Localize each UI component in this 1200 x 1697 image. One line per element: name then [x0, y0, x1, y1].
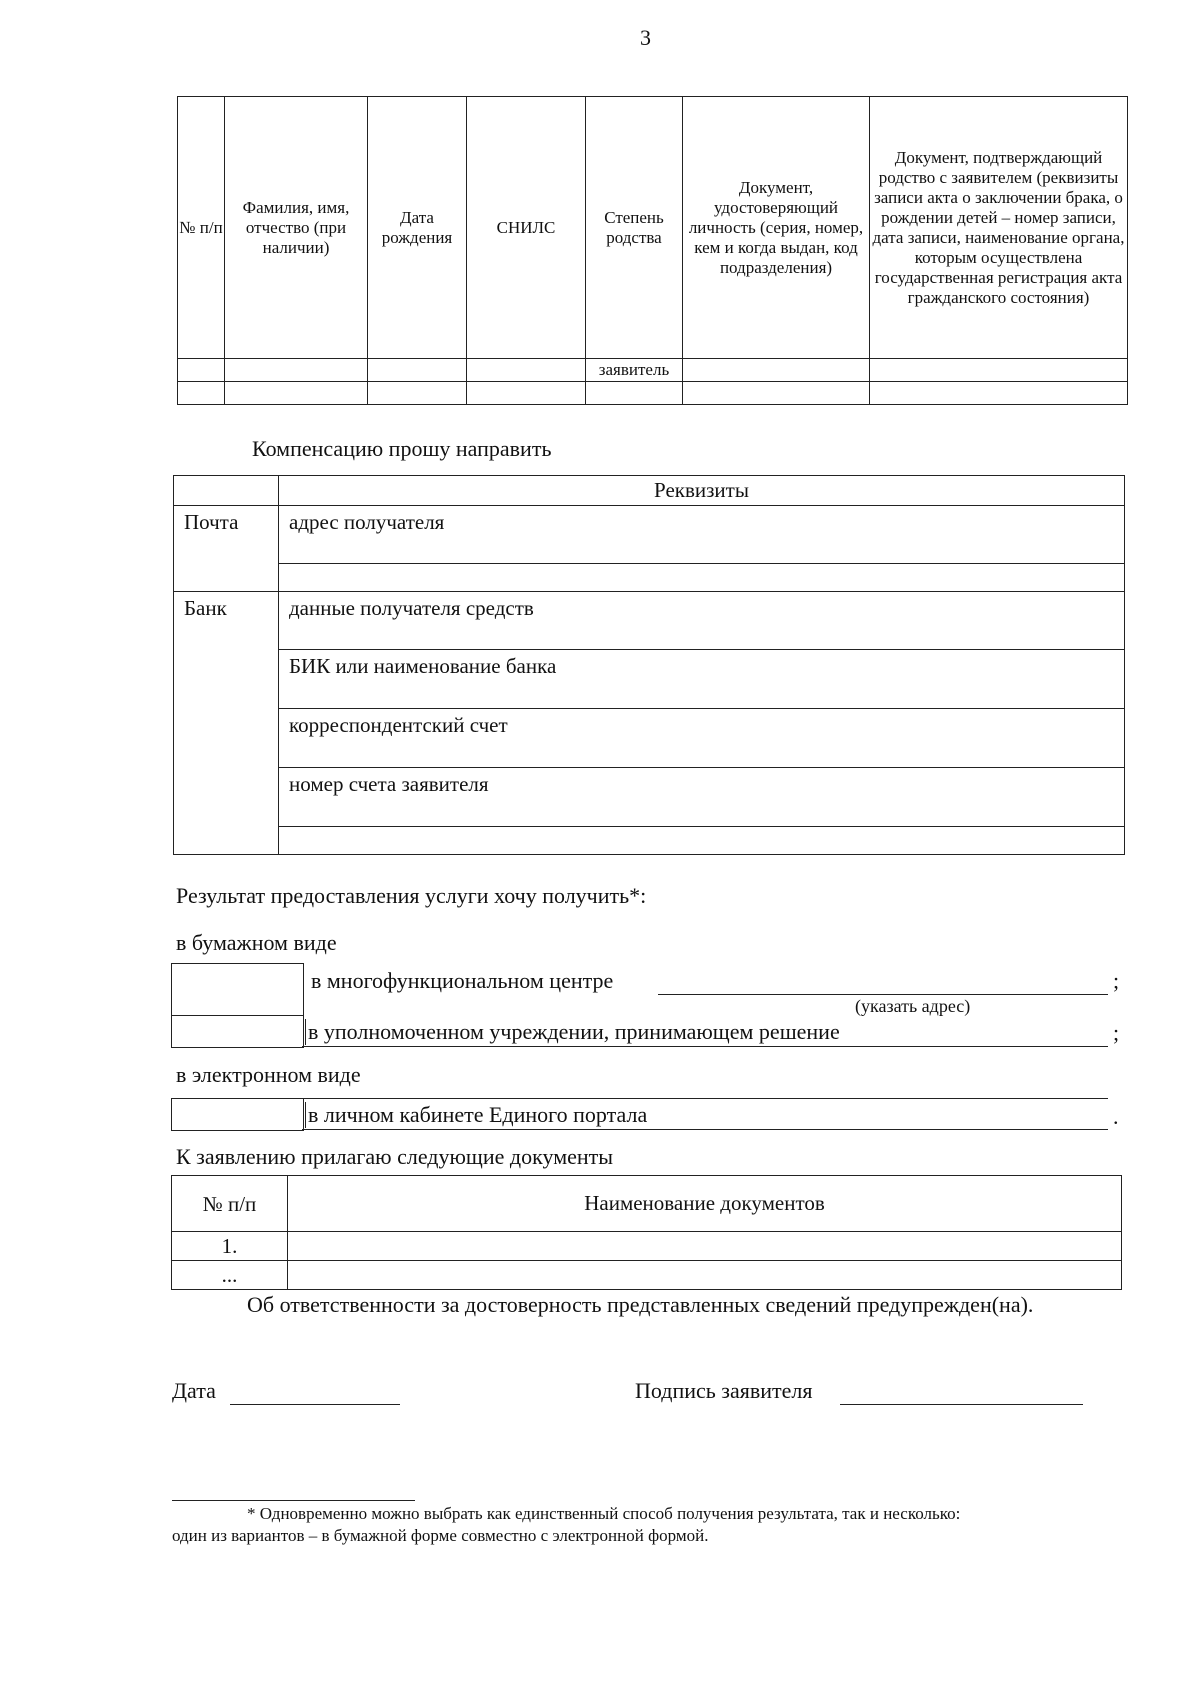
applicant-cell: заявитель — [586, 359, 683, 382]
portal-underline — [302, 1104, 1108, 1130]
docs-row-name[interactable] — [288, 1261, 1122, 1290]
bank-corr-account-field[interactable]: корреспондентский счет — [279, 709, 1125, 768]
bank-label: Банк — [174, 592, 279, 855]
signature-field[interactable] — [840, 1378, 1083, 1405]
col-number: № п/п — [178, 97, 225, 359]
bank-recipient-field[interactable]: данные получателя средств — [279, 592, 1125, 650]
mfc-option: в многофункциональном центре — [311, 968, 614, 993]
family-members-table — [177, 96, 1128, 405]
attached-docs-table — [171, 1175, 1122, 1290]
bank-applicant-account-field[interactable]: номер счета заявителя — [279, 768, 1125, 827]
authority-option: в уполномоченном учреждении, принимающем решение — [305, 1019, 840, 1045]
docs-row-number: 1. — [172, 1232, 288, 1261]
table-row — [172, 1232, 1122, 1261]
signature-label: Подпись заявителя — [635, 1378, 813, 1403]
docs-col-number: № п/п — [172, 1176, 288, 1232]
payment-details-table — [173, 475, 1125, 855]
table-row — [178, 359, 1128, 382]
portal-top-line — [302, 1076, 1108, 1099]
col-snils: СНИЛС — [467, 97, 586, 359]
address-hint: (указать адрес) — [855, 996, 971, 1016]
col-full-name: Фамилия, имя, отчество (при наличии) — [225, 97, 368, 359]
paper-label: в бумажном виде — [176, 930, 337, 955]
date-label: Дата — [172, 1378, 216, 1403]
attached-docs-title: К заявлению прилагаю следующие документы — [176, 1144, 614, 1169]
post-address-field[interactable]: адрес получателя — [279, 506, 1125, 564]
compensation-title: Компенсацию прошу направить — [252, 436, 552, 461]
footnote-line-1: * Одновременно можно выбрать как единственный способ получения результата, так и несколько: — [247, 1504, 961, 1523]
authority-checkbox[interactable] — [171, 1015, 304, 1048]
details-header: Реквизиты — [279, 476, 1125, 506]
mfc-address-line[interactable] — [658, 966, 1108, 995]
footnote-separator — [172, 1500, 415, 1501]
page-number: 3 — [640, 25, 651, 50]
post-label: Почта — [174, 506, 279, 592]
portal-option: в личном кабинете Единого портала — [305, 1102, 647, 1128]
result-title: Результат предоставления услуги хочу получить*: — [176, 883, 647, 908]
col-identity-document: Документ, удостоверяющий личность (серия, номер, кем и когда выдан, код подразделения) — [683, 97, 870, 359]
docs-col-name: Наименование документов — [288, 1176, 1122, 1232]
separator: ; — [1113, 968, 1120, 993]
col-kinship-document: Документ, подтверждающий родство с заявителем (реквизиты записи акта о заключении брака, о рождении детей – номер записи, дата записи, наименование органа, которым осуществлена государственная регистрация акта гражданского состояния) — [870, 97, 1128, 359]
bank-bik-field[interactable]: БИК или наименование банка — [279, 650, 1125, 709]
date-field[interactable] — [230, 1378, 400, 1405]
docs-row-name[interactable] — [288, 1232, 1122, 1261]
separator: . — [1113, 1104, 1119, 1129]
docs-row-number: ... — [172, 1261, 288, 1290]
responsibility-statement: Об ответственности за достоверность представленных сведений предупрежден(на). — [247, 1292, 1034, 1317]
table-row — [172, 1261, 1122, 1290]
portal-checkbox[interactable] — [171, 1098, 304, 1131]
footnote-line-2: один из вариантов – в бумажной форме совместно с электронной формой. — [172, 1526, 709, 1545]
table-row — [178, 382, 1128, 405]
mfc-checkbox[interactable] — [171, 963, 304, 1016]
authority-underline — [302, 1022, 1108, 1047]
col-relation: Степень родства — [586, 97, 683, 359]
separator: ; — [1113, 1020, 1120, 1045]
electronic-label: в электронном виде — [176, 1062, 361, 1087]
col-birth-date: Дата рождения — [368, 97, 467, 359]
